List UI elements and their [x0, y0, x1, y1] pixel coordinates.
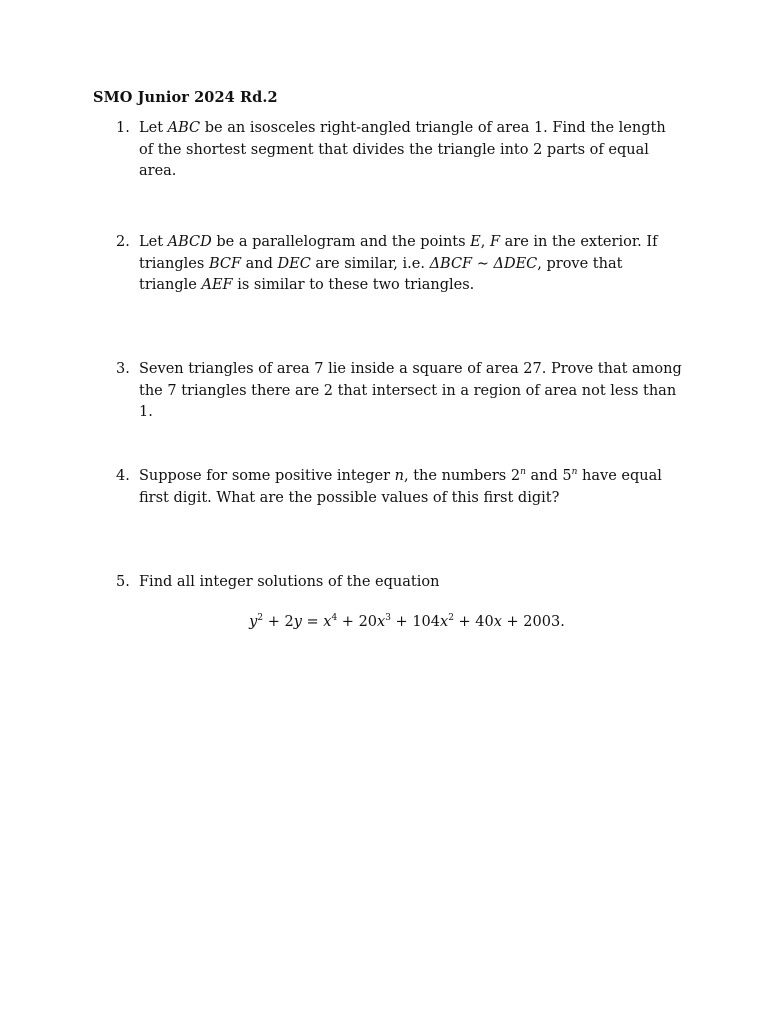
equation: $y^2 + 2y = x^4 + 20x^3 + 104x^2 + 40x + 2003$.: [249, 613, 565, 630]
problem-2: [116, 232, 696, 297]
problem-number: 2.: [116, 234, 130, 250]
problem-number: 4.: [116, 468, 130, 484]
problem-1: [116, 118, 696, 183]
problem-number: 3.: [116, 361, 130, 377]
problem-5: [116, 572, 696, 594]
problem-text: Suppose for some positive integer n, the numbers 2$^n$ and 5$^n$ have equal first digit. What are the possible values of this first digit?: [139, 467, 662, 506]
problem-text: Find all integer solutions of the equation: [139, 574, 440, 590]
problem-number: 1.: [116, 120, 130, 136]
problem-3: [116, 359, 696, 424]
problem-text: Let ABCD be a parallelogram and the points E, F are in the exterior. If triangles BCF and DEC are similar, i.e. ΔBCF ∼ ΔDEC, prove that triangle AEF is similar to these two triangles.: [139, 234, 658, 293]
problem-number: 5.: [116, 574, 130, 590]
problem-text: Seven triangles of area 7 lie inside a square of area 27. Prove that among the 7 triangles there are 2 that intersect in a region of area not less than 1.: [139, 361, 682, 420]
problem-4: [116, 466, 696, 509]
problem-text: Let ABC be an isosceles right-angled triangle of area 1. Find the length of the shortest segment that divides the triangle into 2 parts of equal area.: [139, 120, 666, 179]
document-title: SMO Junior 2024 Rd.2: [93, 89, 278, 106]
